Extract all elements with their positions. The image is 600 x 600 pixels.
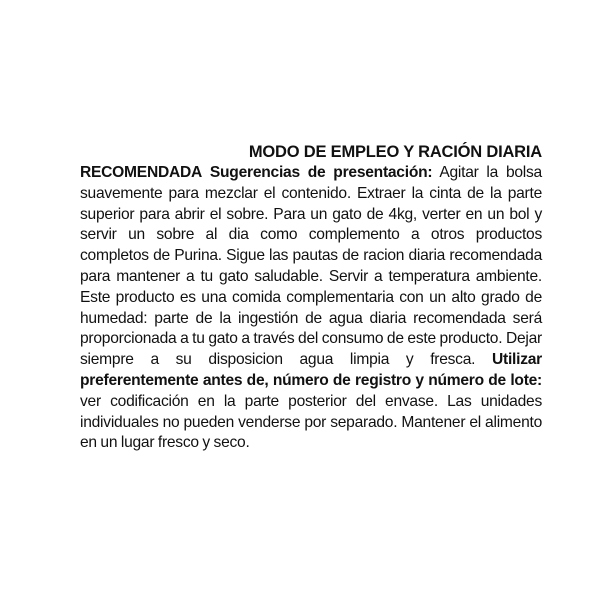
expiry-title: Utilizar preferentemente antes de, número de registro y número de lote: [80, 351, 542, 389]
section-heading: MODO DE EMPLEO Y RACIÓN DIARIA [248, 143, 542, 161]
instructions-paragraph [80, 163, 542, 454]
expiry-text: ver codificación en la parte posterior del envase. Las unidades individuales no pueden venderse por separado. Mantener el alimento en un lugar fresco y seco. [80, 392, 542, 452]
instructions-label [80, 141, 542, 454]
presentation-text: Agitar la bolsa suavemente para mezclar el contenido. Extraer la cinta de la parte superior para abrir el sobre. Para un gato de 4kg, verter en un bol y servir un sobre al dia como complemento a otros productos completos de Purina. Sigue las pautas de racion diaria recomendada para mantener a tu gato saludable. Servir a temperatura ambiente. Este producto es una comida complementaria con un alto grado de humedad: parte de la ingestión de agua diaria recomendada será proporcionada a tu gato a través del consumo de este producto. Dejar siempre a su disposicion agua limpia y fresca. [80, 164, 542, 369]
presentation-title: Sugerencias de presentación: [209, 164, 433, 181]
section-heading-continued: RECOMENDADA [80, 164, 202, 181]
